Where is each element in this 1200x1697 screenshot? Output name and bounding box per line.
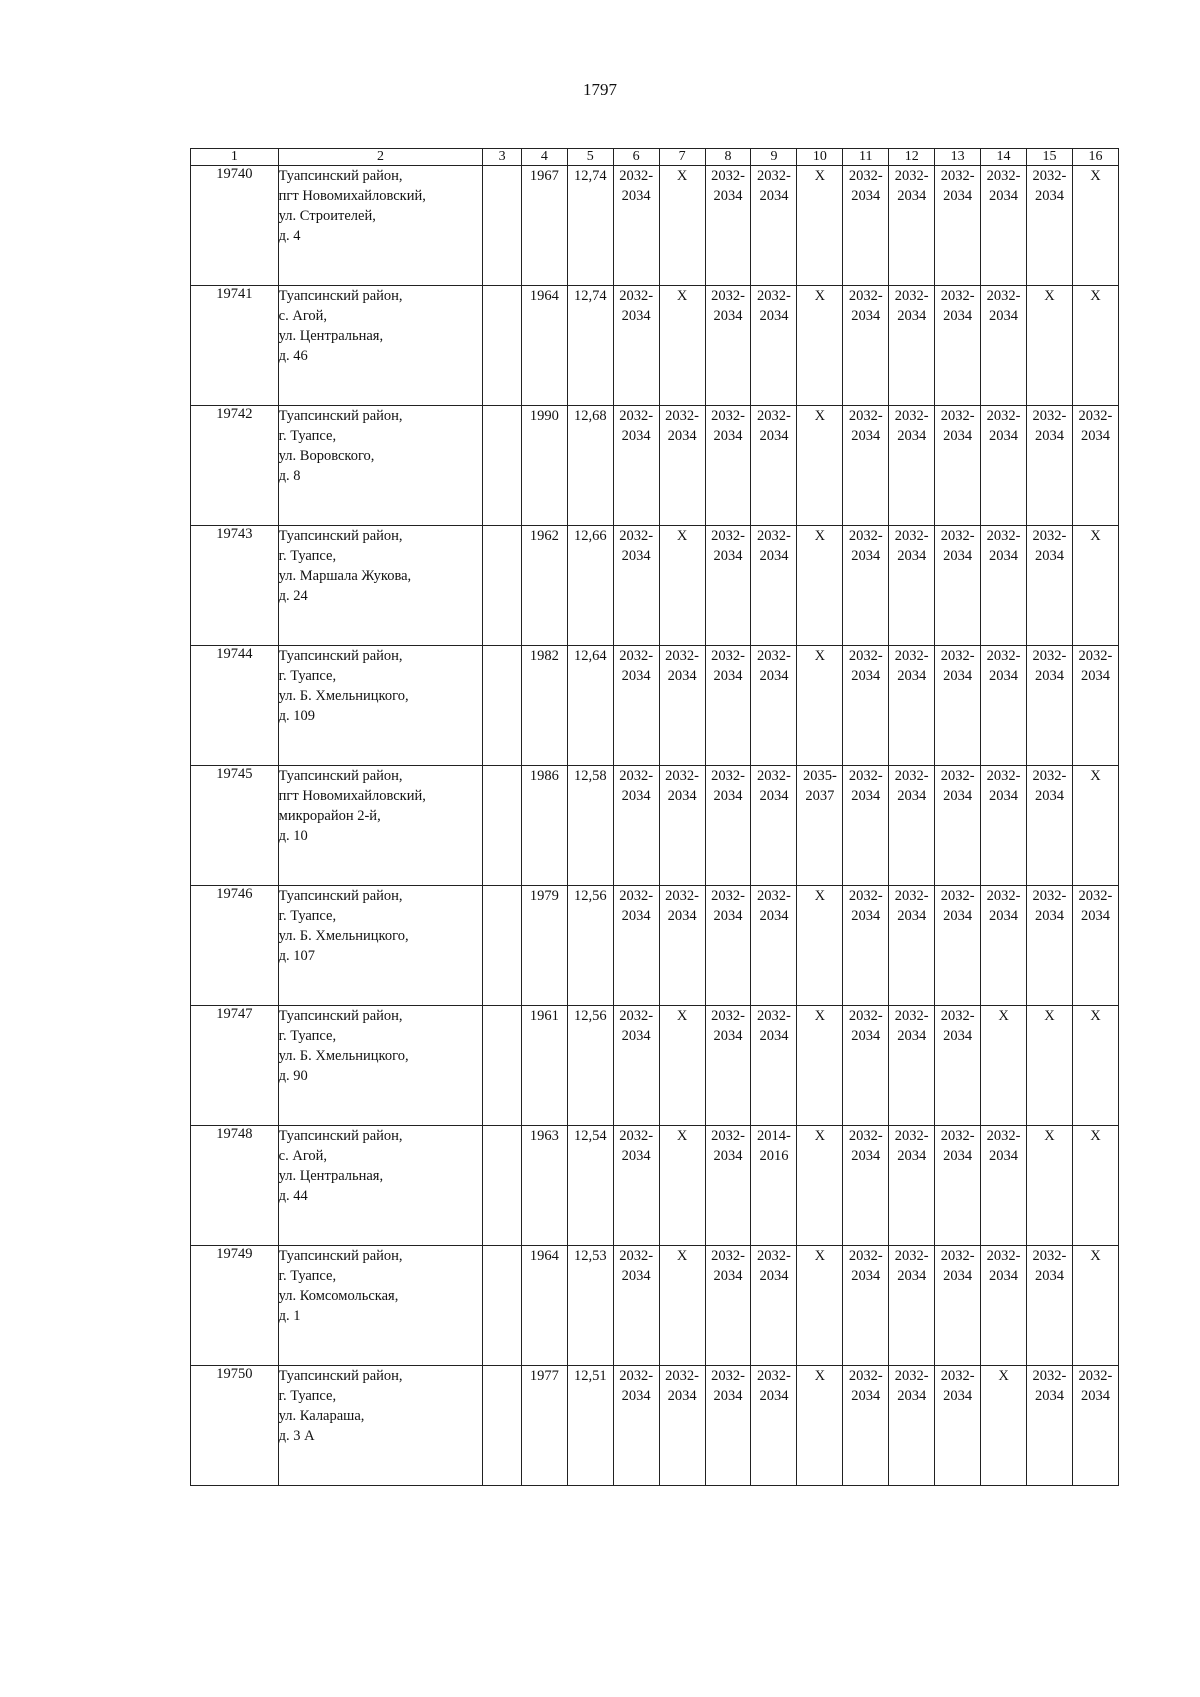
period-cell: 2032- 2034 <box>843 1366 889 1486</box>
period-cell: 2032- 2034 <box>613 286 659 406</box>
address-line: ул. Б. Хмельницкого, <box>278 928 409 944</box>
period-cell: 2032- 2034 <box>981 1126 1027 1246</box>
value-cell: 12,68 <box>567 406 613 526</box>
period-cell: X <box>797 1006 843 1126</box>
period-cell: 2032- 2034 <box>659 646 705 766</box>
table-row <box>191 886 1119 1006</box>
period-cell: 2032- 2034 <box>751 646 797 766</box>
address-line: ул. Маршала Жукова, <box>278 568 412 584</box>
record-number-cell: 19746 <box>191 886 279 1006</box>
record-number-cell: 19750 <box>191 1366 279 1486</box>
record-number-cell: 19744 <box>191 646 279 766</box>
period-cell: X <box>1027 286 1073 406</box>
period-cell: 2032- 2034 <box>981 1246 1027 1366</box>
period-cell: 2032- 2034 <box>1072 1366 1118 1486</box>
period-cell: X <box>797 886 843 1006</box>
period-cell: X <box>1072 1126 1118 1246</box>
address-line: ул. Б. Хмельницкого, <box>278 1048 409 1064</box>
column-3-cell <box>483 406 522 526</box>
period-cell: 2032- 2034 <box>751 286 797 406</box>
column-header: 11 <box>843 149 889 166</box>
value-cell: 12,58 <box>567 766 613 886</box>
address-line: Туапсинский район, <box>278 288 403 304</box>
record-number-cell: 19745 <box>191 766 279 886</box>
period-cell: 2032- 2034 <box>843 1246 889 1366</box>
period-cell: 2032- 2034 <box>889 1126 935 1246</box>
address-line: ул. Центральная, <box>278 1168 384 1184</box>
year-cell: 1986 <box>521 766 567 886</box>
column-3-cell <box>483 526 522 646</box>
period-cell: X <box>981 1006 1027 1126</box>
period-cell: X <box>659 166 705 286</box>
period-cell: 2032- 2034 <box>751 526 797 646</box>
address-cell <box>278 1366 483 1486</box>
period-cell: 2032- 2034 <box>705 766 751 886</box>
address-line: с. Агой, <box>278 1148 328 1164</box>
record-number-cell: 19747 <box>191 1006 279 1126</box>
period-cell: 2032- 2034 <box>751 886 797 1006</box>
period-cell: 2032- 2034 <box>613 1246 659 1366</box>
year-cell: 1962 <box>521 526 567 646</box>
year-cell: 1977 <box>521 1366 567 1486</box>
period-cell: 2032- 2034 <box>751 1366 797 1486</box>
value-cell: 12,66 <box>567 526 613 646</box>
value-cell: 12,54 <box>567 1126 613 1246</box>
column-3-cell <box>483 1246 522 1366</box>
period-cell: 2014- 2016 <box>751 1126 797 1246</box>
address-line: д. 10 <box>278 828 308 844</box>
table-row <box>191 1246 1119 1366</box>
page-number: 1797 <box>583 80 617 99</box>
table-row <box>191 526 1119 646</box>
record-number-cell: 19749 <box>191 1246 279 1366</box>
column-header: 9 <box>751 149 797 166</box>
year-cell: 1982 <box>521 646 567 766</box>
value-cell: 12,56 <box>567 886 613 1006</box>
period-cell: 2032- 2034 <box>889 526 935 646</box>
period-cell: 2035- 2037 <box>797 766 843 886</box>
period-cell: 2032- 2034 <box>1027 886 1073 1006</box>
period-cell: 2032- 2034 <box>935 1006 981 1126</box>
address-line: г. Туапсе, <box>278 908 337 924</box>
address-line: ул. Воровского, <box>278 448 375 464</box>
period-cell: 2032- 2034 <box>1027 526 1073 646</box>
period-cell: 2032- 2034 <box>613 526 659 646</box>
address-cell <box>278 646 483 766</box>
period-cell: 2032- 2034 <box>935 886 981 1006</box>
address-cell <box>278 1006 483 1126</box>
year-cell: 1963 <box>521 1126 567 1246</box>
address-line: д. 1 <box>278 1308 301 1324</box>
table-row <box>191 1126 1119 1246</box>
period-cell: X <box>659 526 705 646</box>
column-header: 3 <box>483 149 522 166</box>
period-cell: 2032- 2034 <box>843 646 889 766</box>
period-cell: X <box>1072 286 1118 406</box>
period-cell: 2032- 2034 <box>705 166 751 286</box>
address-line: пгт Новомихайловский, <box>278 788 426 804</box>
period-cell: 2032- 2034 <box>935 286 981 406</box>
period-cell: 2032- 2034 <box>843 1126 889 1246</box>
address-line: г. Туапсе, <box>278 1028 337 1044</box>
table-row <box>191 1366 1119 1486</box>
period-cell: 2032- 2034 <box>659 406 705 526</box>
period-cell: X <box>981 1366 1027 1486</box>
period-cell: 2032- 2034 <box>613 1126 659 1246</box>
period-cell: X <box>1027 1006 1073 1126</box>
column-3-cell <box>483 1006 522 1126</box>
table-row <box>191 286 1119 406</box>
address-line: пгт Новомихайловский, <box>278 188 426 204</box>
period-cell: 2032- 2034 <box>705 1006 751 1126</box>
period-cell: 2032- 2034 <box>705 646 751 766</box>
period-cell: 2032- 2034 <box>889 766 935 886</box>
period-cell: 2032- 2034 <box>751 1006 797 1126</box>
address-line: Туапсинский район, <box>278 888 403 904</box>
table-row <box>191 166 1119 286</box>
year-cell: 1961 <box>521 1006 567 1126</box>
period-cell: X <box>797 286 843 406</box>
period-cell: 2032- 2034 <box>889 166 935 286</box>
period-cell: 2032- 2034 <box>659 886 705 1006</box>
address-line: д. 24 <box>278 588 308 604</box>
column-3-cell <box>483 886 522 1006</box>
period-cell: 2032- 2034 <box>935 1126 981 1246</box>
period-cell: 2032- 2034 <box>613 166 659 286</box>
column-header: 8 <box>705 149 751 166</box>
period-cell: X <box>659 1246 705 1366</box>
period-cell: 2032- 2034 <box>705 1366 751 1486</box>
table-body <box>191 166 1119 1486</box>
period-cell: X <box>659 1006 705 1126</box>
address-cell <box>278 406 483 526</box>
period-cell: 2032- 2034 <box>751 1246 797 1366</box>
period-cell: 2032- 2034 <box>843 166 889 286</box>
column-3-cell <box>483 166 522 286</box>
period-cell: X <box>1072 766 1118 886</box>
address-line: г. Туапсе, <box>278 1268 337 1284</box>
address-line: д. 3 А <box>278 1428 315 1444</box>
period-cell: X <box>659 286 705 406</box>
value-cell: 12,56 <box>567 1006 613 1126</box>
period-cell: 2032- 2034 <box>981 286 1027 406</box>
period-cell: 2032- 2034 <box>889 286 935 406</box>
period-cell: X <box>797 526 843 646</box>
period-cell: X <box>797 1126 843 1246</box>
address-line: Туапсинский район, <box>278 528 403 544</box>
period-cell: 2032- 2034 <box>751 166 797 286</box>
period-cell: X <box>797 1246 843 1366</box>
period-cell: 2032- 2034 <box>935 1246 981 1366</box>
column-header: 14 <box>981 149 1027 166</box>
year-cell: 1964 <box>521 286 567 406</box>
period-cell: X <box>797 646 843 766</box>
period-cell: 2032- 2034 <box>981 526 1027 646</box>
column-header: 16 <box>1072 149 1118 166</box>
column-header: 10 <box>797 149 843 166</box>
address-cell <box>278 1126 483 1246</box>
year-cell: 1967 <box>521 166 567 286</box>
column-header: 15 <box>1027 149 1073 166</box>
period-cell: 2032- 2034 <box>843 526 889 646</box>
period-cell: 2032- 2034 <box>981 406 1027 526</box>
column-header: 1 <box>191 149 279 166</box>
address-line: г. Туапсе, <box>278 428 337 444</box>
address-line: Туапсинский район, <box>278 1368 403 1384</box>
column-3-cell <box>483 646 522 766</box>
address-line: г. Туапсе, <box>278 548 337 564</box>
address-line: д. 8 <box>278 468 301 484</box>
period-cell: 2032- 2034 <box>705 406 751 526</box>
value-cell: 12,74 <box>567 166 613 286</box>
period-cell: 2032- 2034 <box>751 766 797 886</box>
address-line: Туапсинский район, <box>278 168 403 184</box>
address-line: г. Туапсе, <box>278 668 337 684</box>
column-header: 6 <box>613 149 659 166</box>
period-cell: X <box>1072 1006 1118 1126</box>
address-line: ул. Б. Хмельницкого, <box>278 688 409 704</box>
period-cell: 2032- 2034 <box>889 1366 935 1486</box>
period-cell: 2032- 2034 <box>613 1006 659 1126</box>
column-header: 4 <box>521 149 567 166</box>
address-line: Туапсинский район, <box>278 1008 403 1024</box>
column-header: 5 <box>567 149 613 166</box>
table-row <box>191 1006 1119 1126</box>
address-line: ул. Комсомольская, <box>278 1288 399 1304</box>
address-cell <box>278 886 483 1006</box>
period-cell: 2032- 2034 <box>1072 406 1118 526</box>
column-header: 2 <box>278 149 483 166</box>
address-line: д. 46 <box>278 348 308 364</box>
column-number-row <box>191 149 1119 166</box>
period-cell: 2032- 2034 <box>613 406 659 526</box>
column-header: 7 <box>659 149 705 166</box>
record-number-cell: 19743 <box>191 526 279 646</box>
period-cell: 2032- 2034 <box>981 646 1027 766</box>
period-cell: 2032- 2034 <box>843 406 889 526</box>
period-cell: X <box>1072 1246 1118 1366</box>
address-line: д. 90 <box>278 1068 308 1084</box>
period-cell: X <box>1027 1126 1073 1246</box>
address-line: Туапсинский район, <box>278 1128 403 1144</box>
period-cell: 2032- 2034 <box>935 526 981 646</box>
period-cell: 2032- 2034 <box>613 766 659 886</box>
period-cell: 2032- 2034 <box>935 766 981 886</box>
period-cell: 2032- 2034 <box>935 646 981 766</box>
address-cell <box>278 526 483 646</box>
address-cell <box>278 1246 483 1366</box>
period-cell: 2032- 2034 <box>981 766 1027 886</box>
record-number-cell: 19741 <box>191 286 279 406</box>
value-cell: 12,51 <box>567 1366 613 1486</box>
period-cell: 2032- 2034 <box>889 406 935 526</box>
period-cell: 2032- 2034 <box>843 766 889 886</box>
table-row <box>191 766 1119 886</box>
address-line: д. 107 <box>278 948 316 964</box>
period-cell: 2032- 2034 <box>1027 646 1073 766</box>
address-line: Туапсинский район, <box>278 648 403 664</box>
period-cell: 2032- 2034 <box>935 166 981 286</box>
column-header: 12 <box>889 149 935 166</box>
value-cell: 12,53 <box>567 1246 613 1366</box>
period-cell: 2032- 2034 <box>1027 166 1073 286</box>
column-3-cell <box>483 286 522 406</box>
address-line: ул. Строителей, <box>278 208 376 224</box>
period-cell: 2032- 2034 <box>935 1366 981 1486</box>
period-cell: 2032- 2034 <box>705 1126 751 1246</box>
period-cell: 2032- 2034 <box>1027 1366 1073 1486</box>
address-line: Туапсинский район, <box>278 1248 403 1264</box>
address-line: д. 109 <box>278 708 316 724</box>
record-number-cell: 19740 <box>191 166 279 286</box>
period-cell: 2032- 2034 <box>1027 1246 1073 1366</box>
address-line: Туапсинский район, <box>278 768 403 784</box>
period-cell: 2032- 2034 <box>613 886 659 1006</box>
address-line: микрорайон 2-й, <box>278 808 381 824</box>
registry-table <box>190 148 1119 1486</box>
period-cell: 2032- 2034 <box>705 886 751 1006</box>
period-cell: 2032- 2034 <box>889 646 935 766</box>
period-cell: 2032- 2034 <box>1027 766 1073 886</box>
period-cell: X <box>797 406 843 526</box>
period-cell: 2032- 2034 <box>843 286 889 406</box>
column-3-cell <box>483 1366 522 1486</box>
period-cell: X <box>797 1366 843 1486</box>
column-3-cell <box>483 766 522 886</box>
table-row <box>191 646 1119 766</box>
year-cell: 1990 <box>521 406 567 526</box>
period-cell: 2032- 2034 <box>659 1366 705 1486</box>
period-cell: 2032- 2034 <box>705 526 751 646</box>
period-cell: 2032- 2034 <box>843 1006 889 1126</box>
table-row <box>191 406 1119 526</box>
address-cell <box>278 766 483 886</box>
record-number-cell: 19748 <box>191 1126 279 1246</box>
period-cell: 2032- 2034 <box>613 1366 659 1486</box>
column-3-cell <box>483 1126 522 1246</box>
value-cell: 12,64 <box>567 646 613 766</box>
period-cell: 2032- 2034 <box>1072 646 1118 766</box>
period-cell: 2032- 2034 <box>751 406 797 526</box>
period-cell: 2032- 2034 <box>1072 886 1118 1006</box>
year-cell: 1964 <box>521 1246 567 1366</box>
period-cell: X <box>659 1126 705 1246</box>
address-line: г. Туапсе, <box>278 1388 337 1404</box>
address-line: ул. Центральная, <box>278 328 384 344</box>
period-cell: 2032- 2034 <box>659 766 705 886</box>
period-cell: 2032- 2034 <box>705 286 751 406</box>
year-cell: 1979 <box>521 886 567 1006</box>
column-header: 13 <box>935 149 981 166</box>
period-cell: X <box>1072 526 1118 646</box>
address-line: с. Агой, <box>278 308 328 324</box>
period-cell: 2032- 2034 <box>981 166 1027 286</box>
address-line: ул. Калараша, <box>278 1408 365 1424</box>
period-cell: 2032- 2034 <box>889 886 935 1006</box>
period-cell: 2032- 2034 <box>981 886 1027 1006</box>
address-cell <box>278 286 483 406</box>
address-cell <box>278 166 483 286</box>
period-cell: 2032- 2034 <box>889 1006 935 1126</box>
period-cell: X <box>797 166 843 286</box>
period-cell: 2032- 2034 <box>843 886 889 1006</box>
period-cell: 2032- 2034 <box>1027 406 1073 526</box>
address-line: Туапсинский район, <box>278 408 403 424</box>
period-cell: X <box>1072 166 1118 286</box>
period-cell: 2032- 2034 <box>935 406 981 526</box>
period-cell: 2032- 2034 <box>705 1246 751 1366</box>
record-number-cell: 19742 <box>191 406 279 526</box>
address-line: д. 44 <box>278 1188 308 1204</box>
address-line: д. 4 <box>278 228 301 244</box>
period-cell: 2032- 2034 <box>613 646 659 766</box>
period-cell: 2032- 2034 <box>889 1246 935 1366</box>
value-cell: 12,74 <box>567 286 613 406</box>
